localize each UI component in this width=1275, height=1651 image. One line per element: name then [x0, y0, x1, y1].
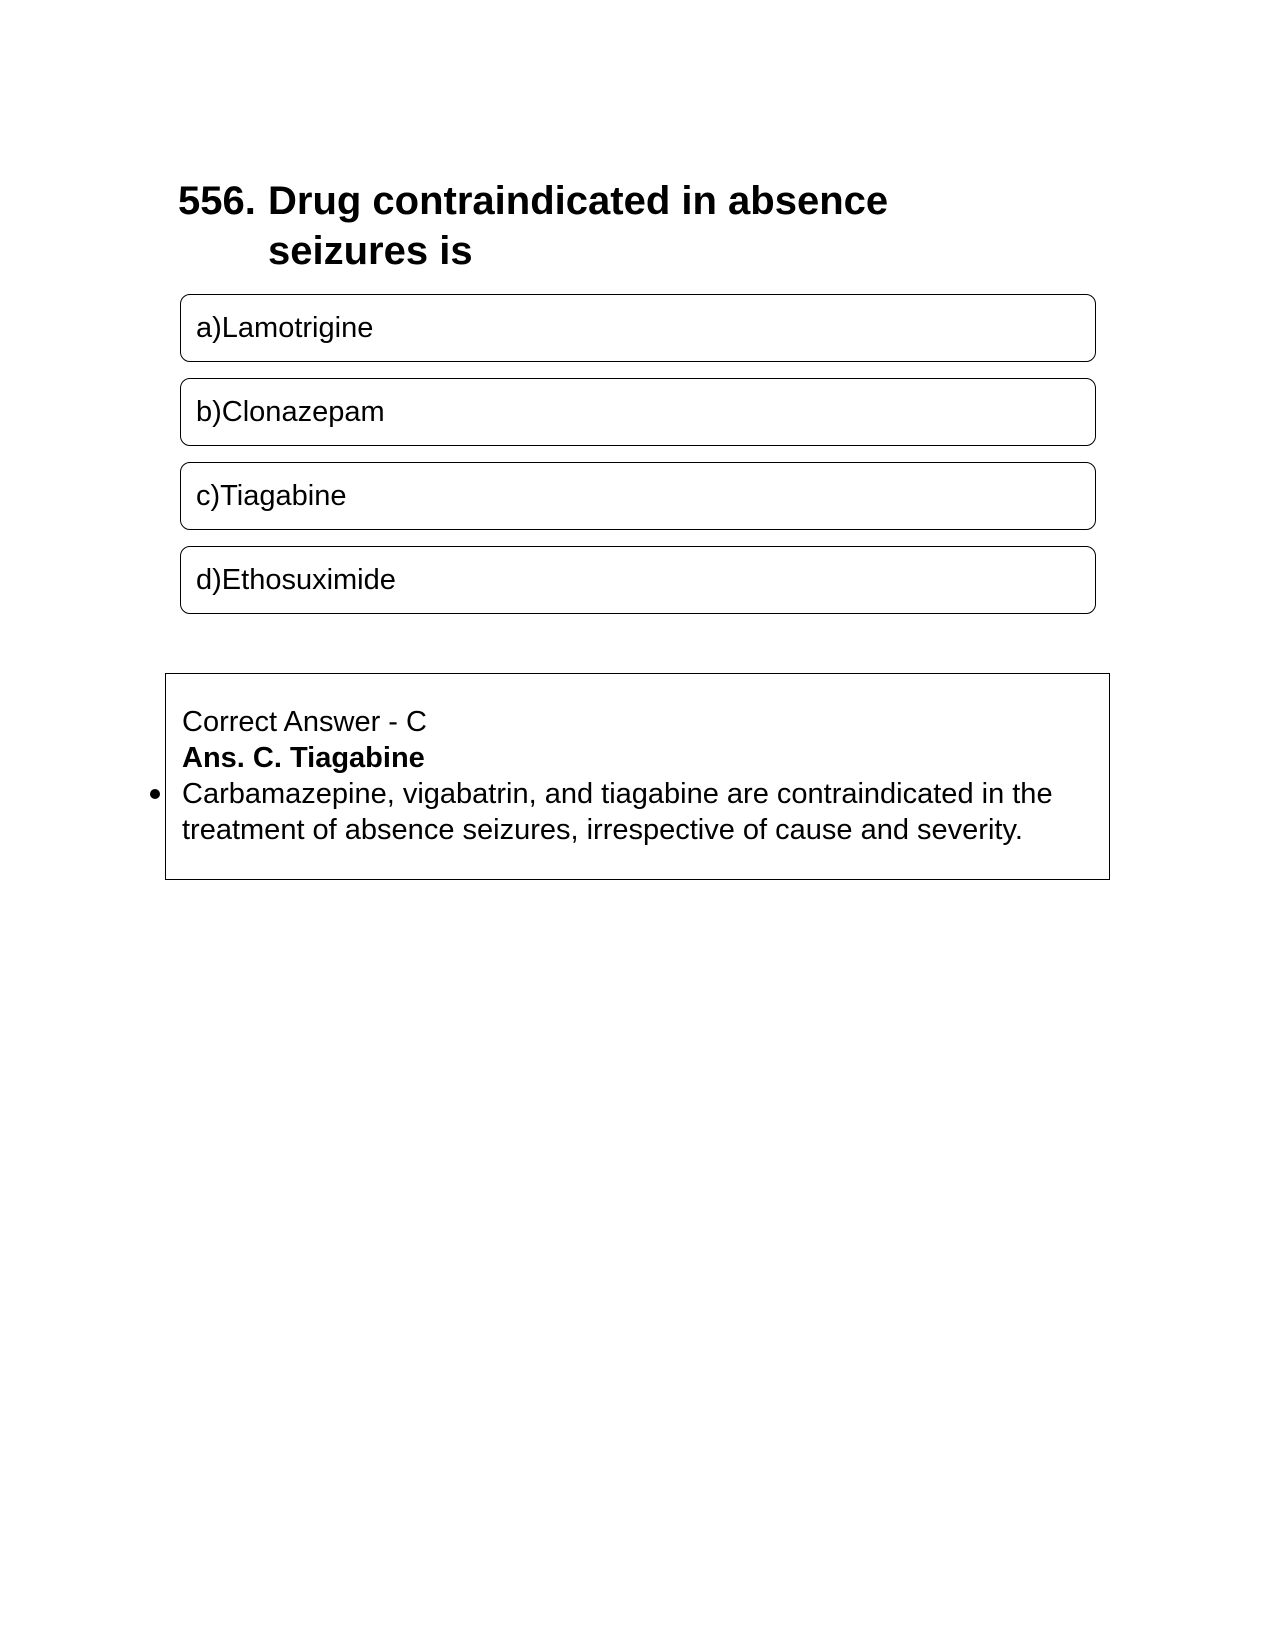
option-c[interactable] — [180, 462, 1096, 530]
option-d[interactable] — [180, 546, 1096, 614]
option-letter: c) — [196, 479, 221, 512]
option-text: Ethosuximide — [221, 563, 396, 596]
explanation-text: Carbamazepine, vigabatrin, and tiagabine are contraindicated in the treatment of absence seizures, irrespective of cause and severity. — [182, 778, 1053, 846]
option-letter: b) — [196, 395, 222, 428]
correct-answer-line: Correct Answer - C — [182, 706, 427, 738]
options-list — [180, 294, 1096, 630]
option-letter: a) — [196, 311, 222, 344]
question-text: Drug contraindicated in absence seizures is — [268, 179, 889, 273]
option-text: Clonazepam — [221, 395, 385, 428]
option-letter: d) — [196, 563, 222, 596]
option-text: Tiagabine — [220, 479, 347, 512]
answer-title: Ans. C. Tiagabine — [182, 742, 425, 774]
question-heading — [178, 176, 978, 276]
explanation-item — [182, 776, 1094, 848]
bullet-icon — [150, 789, 160, 799]
option-text: Lamotrigine — [221, 311, 374, 344]
question-number: 556. — [178, 179, 256, 223]
answer-box — [165, 673, 1110, 880]
option-a[interactable] — [180, 294, 1096, 362]
option-b[interactable] — [180, 378, 1096, 446]
